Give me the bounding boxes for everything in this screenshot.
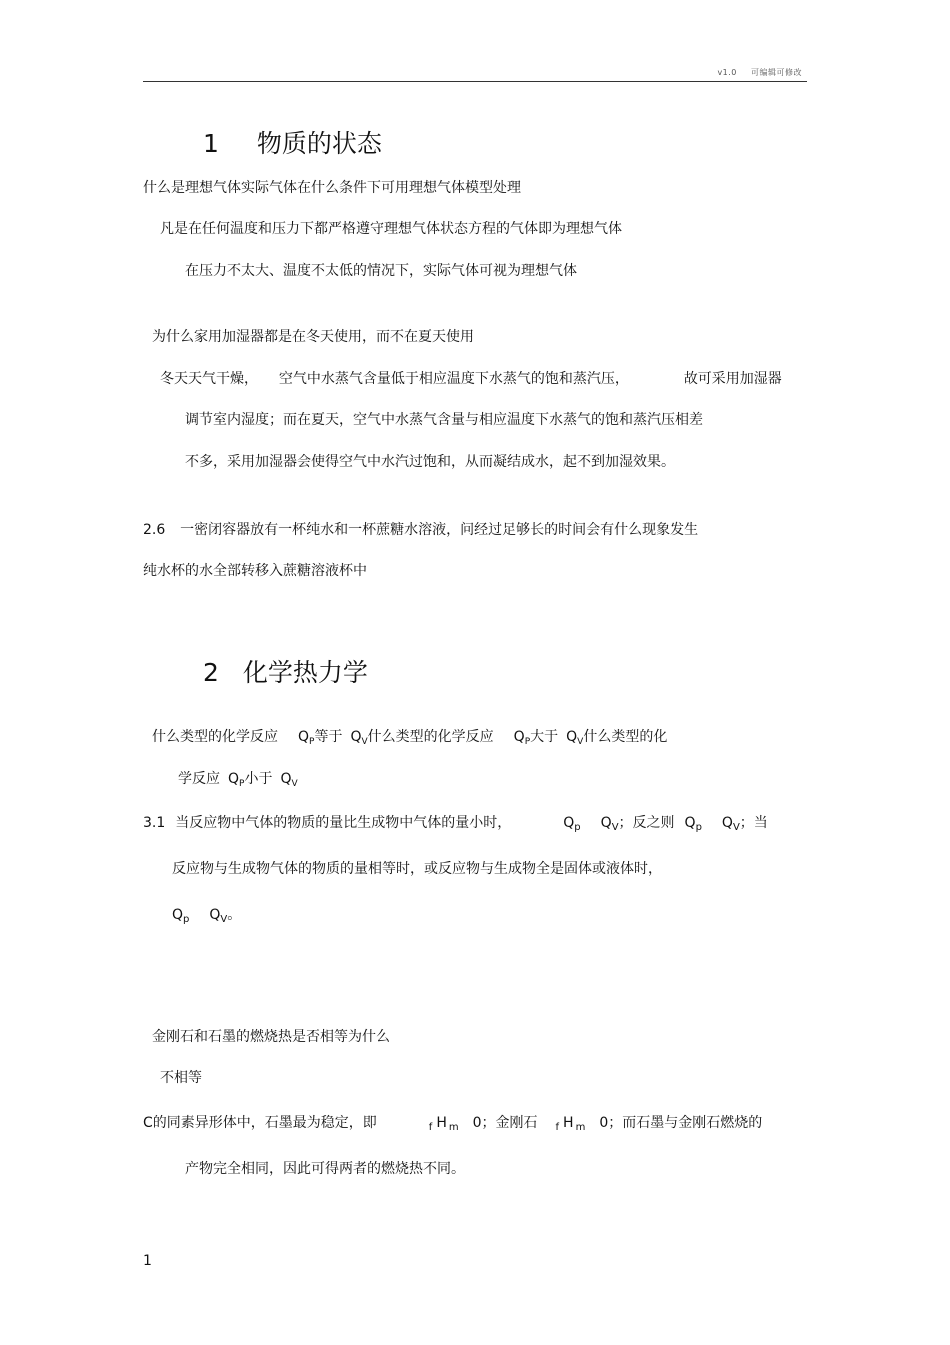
- page-header: [717, 67, 802, 78]
- q-text-2: 等于: [314, 729, 343, 745]
- answer-not-equal: 不相等: [160, 1070, 202, 1086]
- q-subscript: V: [291, 779, 298, 789]
- answer-qp-qv-line-2: 反应物与生成物气体的物质的量相等时，或反应物与生成物全是固体或液体时，: [172, 861, 662, 877]
- answer-text: 0；金刚石: [472, 1115, 538, 1131]
- answer-humidifier-part-2: 空气中水蒸气含量低于相应温度下水蒸气的饱和蒸汽压，: [278, 371, 629, 387]
- question-humidifier: 为什么家用加湿器都是在冬天使用，而不在夏天使用: [152, 329, 474, 345]
- page-number: 1: [143, 1253, 152, 1269]
- question-qp-qv-line-2: [178, 770, 298, 790]
- answer-qp-qv-line-1: [143, 814, 768, 834]
- section-1-heading: [203, 124, 382, 160]
- q-symbol: Q: [280, 771, 292, 787]
- answer-combustion-line-1: [143, 1114, 762, 1134]
- qv-subscript: V: [220, 914, 228, 925]
- answer-qp-qv-line-3: [172, 906, 241, 926]
- header-divider: [143, 81, 807, 82]
- q-subscript: V: [577, 737, 584, 747]
- molar-subscript: m: [448, 1122, 459, 1133]
- molar-subscript: m: [575, 1122, 586, 1133]
- enthalpy-symbol: H: [436, 1115, 447, 1131]
- q-text-3: 什么类型的化学反应: [367, 729, 494, 745]
- answer-combustion-line-2: 产物完全相同，因此可得两者的燃烧热不同。: [185, 1161, 465, 1177]
- qp-symbol: Q: [684, 815, 696, 831]
- q-text-5: 什么类型的化: [583, 729, 668, 745]
- qv-symbol: Q: [600, 815, 612, 831]
- q-text-1: 什么类型的化学反应: [152, 729, 278, 745]
- q-subscript: P: [309, 737, 315, 747]
- qv-subscript: V: [611, 822, 619, 833]
- answer-text: 0；而石墨与金刚石燃烧的: [599, 1115, 763, 1131]
- qp-subscript: p: [183, 914, 190, 925]
- answer-humidifier-line-3: 不多，采用加湿器会使得空气中水汽过饱和，从而凝结成水，起不到加湿效果。: [185, 454, 675, 470]
- qp-symbol: Q: [563, 815, 575, 831]
- answer-humidifier-line-2: 调节室内湿度；而在夏天，空气中水蒸气含量与相应温度下水蒸气的饱和蒸汽压相差: [185, 412, 703, 428]
- qp-subscript: p: [574, 822, 581, 833]
- question-text: 一密闭容器放有一杯纯水和一杯蔗糖水溶液，问经过足够长的时间会有什么现象发生: [180, 522, 699, 538]
- answer-text: 当反应物中气体的物质的量比生成物中气体的量小时，: [175, 815, 512, 831]
- question-number: 2.6: [143, 522, 166, 538]
- section-1-title: 物质的状态: [256, 129, 382, 158]
- answer-humidifier-line-1: [160, 370, 782, 388]
- formation-subscript: f: [555, 1122, 560, 1133]
- answer-humidifier-part-1: 冬天天气干燥，: [160, 371, 258, 387]
- qp-symbol: Q: [172, 907, 184, 923]
- qv-symbol: Q: [721, 815, 733, 831]
- qp-subscript: p: [695, 822, 702, 833]
- question-combustion-heat: 金刚石和石墨的燃烧热是否相等为什么: [152, 1029, 390, 1045]
- question-qp-qv-line-1: [152, 728, 667, 748]
- header-version: v1.0: [717, 68, 737, 77]
- q-subscript: P: [524, 737, 531, 747]
- q-symbol: Q: [298, 729, 310, 745]
- question-ideal-gas: 什么是理想气体实际气体在什么条件下可用理想气体模型处理: [143, 180, 521, 196]
- answer-separator: ；当: [739, 815, 768, 831]
- q-text-4: 大于: [530, 729, 559, 745]
- header-note: 可编辑可修改: [751, 68, 802, 77]
- answer-humidifier-part-3: 故可采用加湿器: [683, 371, 782, 387]
- q-symbol: Q: [513, 729, 525, 745]
- q-text-6: 学反应: [178, 771, 220, 787]
- answer-text: C的同素异形体中，石墨最为稳定，即: [143, 1115, 377, 1131]
- answer-ideal-gas-line-2: 在压力不太大、温度不太低的情况下，实际气体可视为理想气体: [185, 263, 577, 279]
- section-2-number: 2: [203, 658, 219, 687]
- answer-sealed-container: 纯水杯的水全部转移入蔗糖溶液杯中: [143, 563, 367, 579]
- qv-subscript: V: [732, 822, 740, 833]
- answer-period: 。: [227, 907, 242, 923]
- question-sealed-container: [143, 521, 698, 539]
- answer-separator: ；反之则: [618, 815, 675, 831]
- enthalpy-symbol: H: [563, 1115, 574, 1131]
- q-subscript: V: [361, 737, 368, 747]
- formation-subscript: f: [428, 1122, 433, 1133]
- answer-ideal-gas-line-1: 凡是在任何温度和压力下都严格遵守理想气体状态方程的气体即为理想气体: [160, 221, 622, 237]
- q-subscript: P: [239, 779, 245, 789]
- qv-symbol: Q: [209, 907, 221, 923]
- section-2-heading: [203, 653, 368, 689]
- answer-number: 3.1: [143, 815, 166, 831]
- q-symbol: Q: [566, 729, 578, 745]
- q-text-7: 小于: [244, 771, 273, 787]
- q-symbol: Q: [228, 771, 240, 787]
- section-2-title: 化学热力学: [242, 658, 368, 687]
- section-1-number: 1: [203, 129, 219, 158]
- q-symbol: Q: [350, 729, 362, 745]
